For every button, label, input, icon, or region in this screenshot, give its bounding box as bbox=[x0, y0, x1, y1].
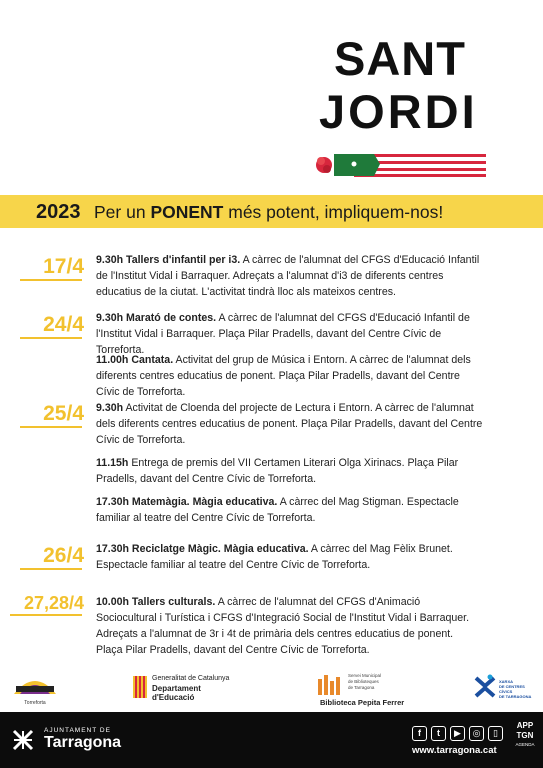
ponent-logo: Torreforta bbox=[12, 672, 58, 706]
facebook-icon[interactable]: f bbox=[412, 726, 427, 741]
event-item: 9.30h Activitat de Cloenda del projecte de Lectura i Entorn. A càrrec de l'alumnat dels diferents centres educatius de ponent. Plaça Pilar Pradells, davant del Centre Cívic de Torreforta. bbox=[96, 402, 483, 446]
sponsor-logos bbox=[0, 664, 543, 712]
instagram-icon[interactable]: ◎ bbox=[469, 726, 484, 741]
event-item: 11.15h Entrega de premis del VII Certamen Literari Olga Xirinacs. Plaça Pilar Pradells, davant del Centre Cívic de Torreforta. bbox=[96, 457, 459, 485]
banner-tagline: Per un PONENT més potent, impliquem-nos! bbox=[94, 202, 444, 222]
event-item: 11.00h Cantata. Activitat del grup de Música i Entorn. A càrrec de l'alumnat dels diferents centres educatius de ponent. Plaça Pilar Pradells, davant del Centre Cívic de Torreforta. bbox=[96, 354, 471, 398]
ponent-logo-icon bbox=[12, 672, 58, 694]
generalitat-logo: Generalitat de Catalunya Departament d'Educació bbox=[133, 674, 263, 706]
date-17-4: 17/4 bbox=[43, 255, 84, 278]
xarxa-icon bbox=[474, 674, 496, 698]
date-24-4: 24/4 bbox=[43, 313, 84, 336]
event-item: 9.30h Tallers d'infantil per i3. A càrrec de l'alumnat del CFGS d'Educació Infantil de l'Institut Vidal i Barraquer. Adreçats a l'alumnat d'i3 de diferents centres educatius de la ciutat. L'activitat tindrà lloc als mateixos centres. bbox=[96, 254, 480, 298]
tarragona-crest-icon bbox=[12, 729, 34, 751]
date-underline bbox=[20, 337, 82, 339]
event-item: 17.30h Reciclatge Màgic. Màgia educativa. A càrrec del Mag Fèlix Brunet. Espectacle familiar al teatre del Centre Cívic de Torreforta. bbox=[96, 543, 453, 571]
event-item: 10.00h Tallers culturals. A càrrec de l'alumnat del CFGS d'Animació Sociocultural i Turística i CFGS d'Integració Social de l'Institut Vidal i Barraquer. Adreçats a l'alumnat de 3r i 4t de primària dels centres educatius de ponent. Plaça Pilar Pradells, davant del Centre Cívic de Torreforta. bbox=[96, 596, 470, 656]
youtube-icon[interactable]: ▶ bbox=[450, 726, 465, 741]
date-27-28-4: 27,28/4 bbox=[23, 593, 84, 613]
rose-and-flag-emblem bbox=[312, 150, 492, 178]
date-underline bbox=[10, 614, 82, 616]
date-underline bbox=[20, 568, 82, 570]
date-26-4: 26/4 bbox=[43, 544, 84, 567]
theme-banner bbox=[0, 195, 543, 228]
date-25-4: 25/4 bbox=[43, 402, 84, 425]
footer-city: Tarragona bbox=[44, 734, 122, 751]
footer-bar bbox=[0, 712, 543, 768]
footer-ajuntament: AJUNTAMENT DE bbox=[44, 727, 111, 734]
app-tgn-agenda[interactable]: APP TGN AGENDA bbox=[515, 721, 535, 747]
banner-year: 2023 bbox=[36, 201, 81, 223]
date-underline bbox=[20, 279, 82, 281]
title-jordi: JORDI bbox=[319, 85, 478, 138]
biblioteca-logo: Servei Municipal de Biblioteques de Tarragona Biblioteca Pepita Ferrer bbox=[320, 673, 405, 707]
mobile-icon[interactable]: ▯ bbox=[488, 726, 503, 741]
footer-website[interactable]: www.tarragona.cat bbox=[412, 745, 497, 756]
twitter-icon[interactable]: t bbox=[431, 726, 446, 741]
senyera-icon bbox=[133, 676, 147, 698]
event-item: 9.30h Marató de contes. A càrrec de l'alumnat del CFGS d'Educació Infantil de l'Institut Vidal i Barraquer. Plaça Pilar Pradells, davant del Centre Cívic de Torreforta. bbox=[96, 312, 470, 356]
event-item: 17.30h Matemàgia. Màgia educativa. A càrrec del Mag Stigman. Espectacle familiar al teatre del Centre Cívic de Torreforta. bbox=[96, 496, 459, 524]
date-underline bbox=[20, 426, 82, 428]
biblioteca-icon bbox=[318, 675, 344, 695]
xarxa-centres-civics-logo: XARXA DE CENTRES CÍVICS DE TARRAGONA bbox=[474, 672, 534, 708]
title-sant: SANT bbox=[334, 32, 466, 85]
